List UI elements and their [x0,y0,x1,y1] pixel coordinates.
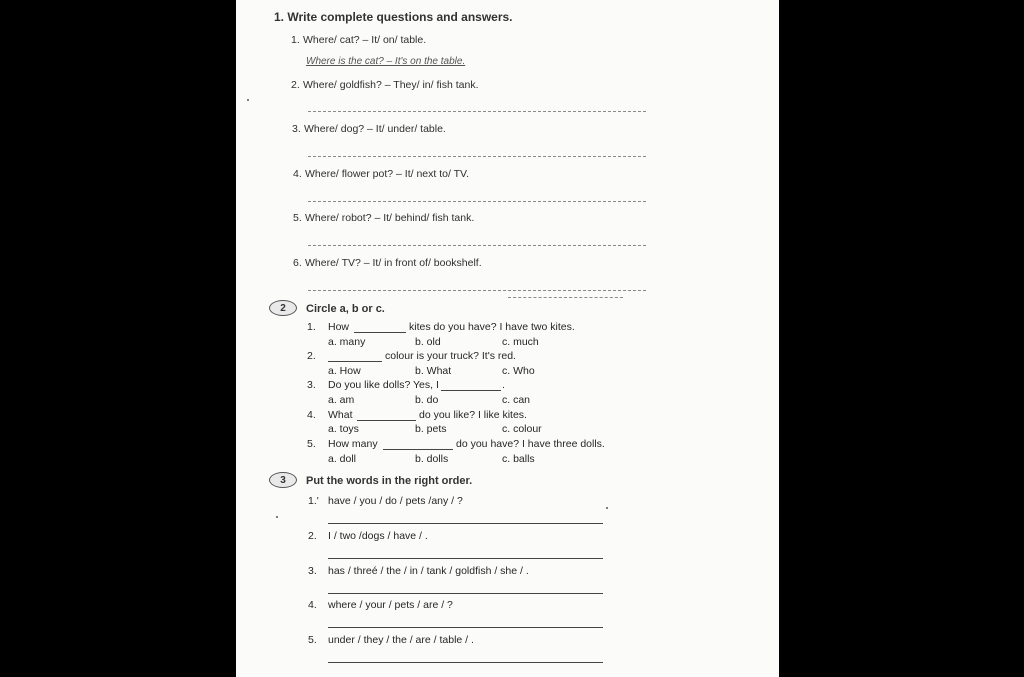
blank[interactable] [357,420,416,421]
item-prompt: Where/ goldfish? – They/ in/ fish tank. [303,79,479,91]
item-text-after: do you like? I like kites. [419,409,527,421]
item-number: 3. [307,379,316,391]
item-text-before: How many [328,438,378,450]
option-b[interactable]: b. do [415,394,439,406]
item-number: 2. [308,530,317,542]
option-b[interactable]: b. old [415,336,441,348]
option-c[interactable]: c. balls [502,453,535,465]
item-number: 4. [293,168,302,180]
item-text-after: do you have? I have three dolls. [456,438,605,450]
answer-line-extra [508,297,623,298]
item-number: 2. [291,79,300,91]
item-text-before: Do you like dolls? Yes, I [328,379,439,391]
item-number: 4. [308,599,317,611]
option-a[interactable]: a. How [328,365,361,377]
section2-title: Circle a, b or c. [306,303,385,315]
section2-badge: 2 [269,300,297,316]
speck [247,99,249,101]
answer-line[interactable] [328,662,603,663]
speck [606,507,608,509]
answer-line[interactable] [308,290,646,291]
blank[interactable] [441,390,501,391]
section3-title: Put the words in the right order. [306,475,473,487]
item-text-after: . [502,379,505,391]
blank[interactable] [354,332,406,333]
item-number: 5. [307,438,316,450]
answer-line[interactable] [308,201,646,202]
option-b[interactable]: b. What [415,365,452,377]
item-prompt: Where/ robot? – It/ behind/ fish tank. [305,212,475,224]
item-words: where / your / pets / are / ? [328,599,453,611]
item-prompt: Where/ dog? – It/ under/ table. [304,123,446,135]
item-text-after: kites do you have? I have two kites. [409,321,575,333]
item-answer: Where is the cat? – It's on the table. [306,56,466,67]
answer-line[interactable] [328,627,603,628]
worksheet-page [236,0,779,677]
item-number: 3. [292,123,301,135]
option-a[interactable]: a. many [328,336,366,348]
item-number: 2. [307,350,316,362]
answer-line[interactable] [328,593,603,594]
section3-badge: 3 [269,472,297,488]
option-a[interactable]: a. am [328,394,355,406]
item-text-before: How [328,321,350,333]
item-prompt: Where/ cat? – It/ on/ table. [303,34,427,46]
answer-line[interactable] [328,523,603,524]
item-number: 1. [307,321,316,333]
item-prompt: Where/ TV? – It/ in front of/ bookshelf. [305,257,482,269]
item-prompt: Where/ flower pot? – It/ next to/ TV. [305,168,470,180]
answer-line[interactable] [328,558,603,559]
item-number: 1. [291,34,300,46]
item-number: 6. [293,257,302,269]
option-c[interactable]: c. Who [502,365,535,377]
option-b[interactable]: b. dolls [415,453,449,465]
option-a[interactable]: a. doll [328,453,357,465]
item-number: 5. [293,212,302,224]
item-text-after: colour is your truck? It's red. [385,350,516,362]
item-words: I / two /dogs / have / . [328,530,428,542]
item-number: 5. [308,634,317,646]
blank[interactable] [328,361,382,362]
item-number: 1.' [308,495,319,507]
blank[interactable] [383,449,453,450]
option-b[interactable]: b. pets [415,423,447,435]
item-text-before: What [328,409,353,421]
answer-line[interactable] [308,245,646,246]
item-words: under / they / the / are / table / . [328,634,474,646]
answer-line[interactable] [308,111,646,112]
item-words: has / threé / the / in / tank / goldfish / she / . [328,565,529,577]
option-c[interactable]: c. much [502,336,539,348]
option-c[interactable]: c. colour [502,423,542,435]
answer-line[interactable] [308,156,646,157]
speck [276,516,278,518]
option-a[interactable]: a. toys [328,423,359,435]
item-words: have / you / do / pets /any / ? [328,495,463,507]
item-number: 3. [308,565,317,577]
item-number: 4. [307,409,316,421]
option-c[interactable]: c. can [502,394,531,406]
section1-title: 1. Write complete questions and answers. [274,10,513,24]
